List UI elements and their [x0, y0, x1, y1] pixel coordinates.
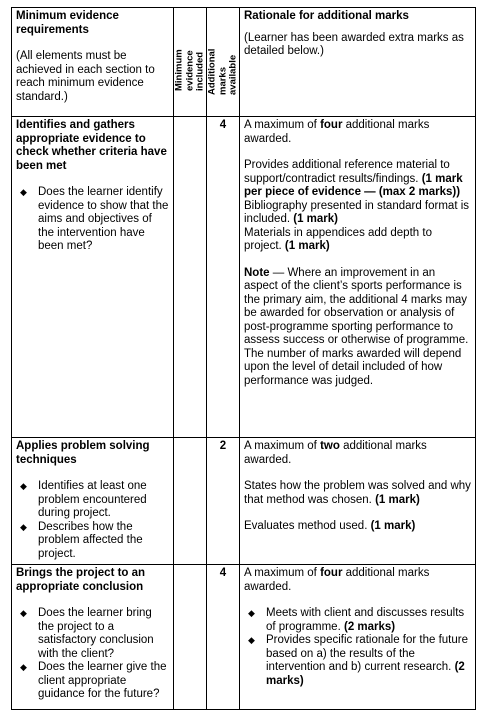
- list-item: ◆ Describes how the problem affected the project.: [20, 520, 143, 560]
- requirement-cell: [12, 438, 174, 565]
- list-item: ◆ Does the learner give the client appropriate guidance for the future?: [20, 661, 167, 700]
- rationale-cell: [240, 565, 476, 710]
- requirement-bullets: [16, 480, 169, 561]
- list-item: ◆ Identifies at least one problem encountered during project.: [20, 480, 147, 519]
- header-requirements-title: Minimum evidence requirements: [16, 10, 119, 36]
- table-row: [12, 117, 476, 438]
- diamond-bullet-icon: ◆: [20, 662, 27, 672]
- table-row: [12, 565, 476, 710]
- header-marks-title: Additional marks available: [206, 48, 239, 95]
- diamond-bullet-icon: ◆: [20, 481, 27, 491]
- rationale-item: Materials in appendices add depth to project. (1 mark): [244, 226, 432, 252]
- requirement-title: Applies problem solving techniques: [16, 440, 150, 466]
- header-requirements-cell: [12, 8, 174, 117]
- marks-cell: 4: [207, 565, 240, 710]
- requirement-title: Identifies and gathers appropriate evidence to check whether criteria have been met: [16, 119, 167, 172]
- header-included-cell: [174, 8, 207, 117]
- diamond-bullet-icon: ◆: [20, 608, 27, 618]
- evidence-included-cell: [174, 565, 207, 710]
- requirement-bullets: [16, 607, 169, 702]
- rubric-table: [11, 7, 476, 710]
- header-included-title: Minimum evidence included: [173, 49, 206, 91]
- requirement-cell: [12, 117, 174, 438]
- diamond-bullet-icon: ◆: [20, 521, 27, 532]
- rationale-item: Bibliography presented in standard format is included. (1 mark): [244, 199, 470, 225]
- rationale-intro: A maximum of four additional marks awarded.: [244, 119, 430, 145]
- list-item: ◆ Meets with client and discusses results of programme. (2 marks): [248, 607, 465, 633]
- evidence-included-cell: [174, 117, 207, 438]
- rationale-cell: [240, 117, 476, 438]
- rationale-item: Evaluates method used. (1 mark): [244, 520, 416, 532]
- rationale-cell: [240, 438, 476, 565]
- header-rationale-note: (Learner has been awarded extra marks as detailed below.): [244, 31, 464, 57]
- header-requirements-note: (All elements must be achieved in each section to reach minimum evidence standard.): [16, 50, 155, 103]
- diamond-bullet-icon: ◆: [20, 187, 27, 197]
- evidence-included-cell: [174, 438, 207, 565]
- header-rationale-cell: [240, 8, 476, 117]
- list-item: ◆ Provides specific rationale for the future based on a) the results of the intervention and b) current research. (2 marks): [248, 634, 468, 687]
- list-item: ◆ Does the learner identify evidence to show that the aims and objectives of the intervention have been met?: [20, 186, 169, 252]
- header-rationale-title: Rationale for additional marks: [244, 10, 409, 22]
- marks-cell: 2: [207, 438, 240, 565]
- rationale-intro: A maximum of four additional marks awarded.: [244, 567, 430, 593]
- diamond-bullet-icon: ◆: [248, 635, 255, 645]
- rationale-note: Note — Where an improvement in an aspect of the client’s sports performance is the primary aim, the additional 4 marks may be awarded for observation or analysis of post-programme sporting performance to assess success or otherwise of programme. The number of marks awarded will depend upon the level of detail included of how performance was judged.: [244, 266, 469, 387]
- rationale-intro: A maximum of two additional marks awarded.: [244, 440, 427, 466]
- marks-cell: 4: [207, 117, 240, 438]
- requirement-bullets: [16, 186, 169, 254]
- rationale-bullets: [244, 607, 471, 688]
- requirement-title: Brings the project to an appropriate conclusion: [16, 567, 146, 593]
- list-item: ◆ Does the learner bring the project to a satisfactory conclusion with the client?: [20, 607, 154, 660]
- diamond-bullet-icon: ◆: [248, 608, 255, 618]
- table-row: [12, 438, 476, 565]
- header-row: [12, 8, 476, 117]
- rationale-item: Provides additional reference material to support/contradict results/findings. (1 mark per piece of evidence — (max 2 marks)): [244, 159, 463, 198]
- rationale-item: States how the problem was solved and why that method was chosen. (1 mark): [244, 480, 471, 506]
- header-marks-cell: [207, 8, 240, 117]
- requirement-cell: [12, 565, 174, 710]
